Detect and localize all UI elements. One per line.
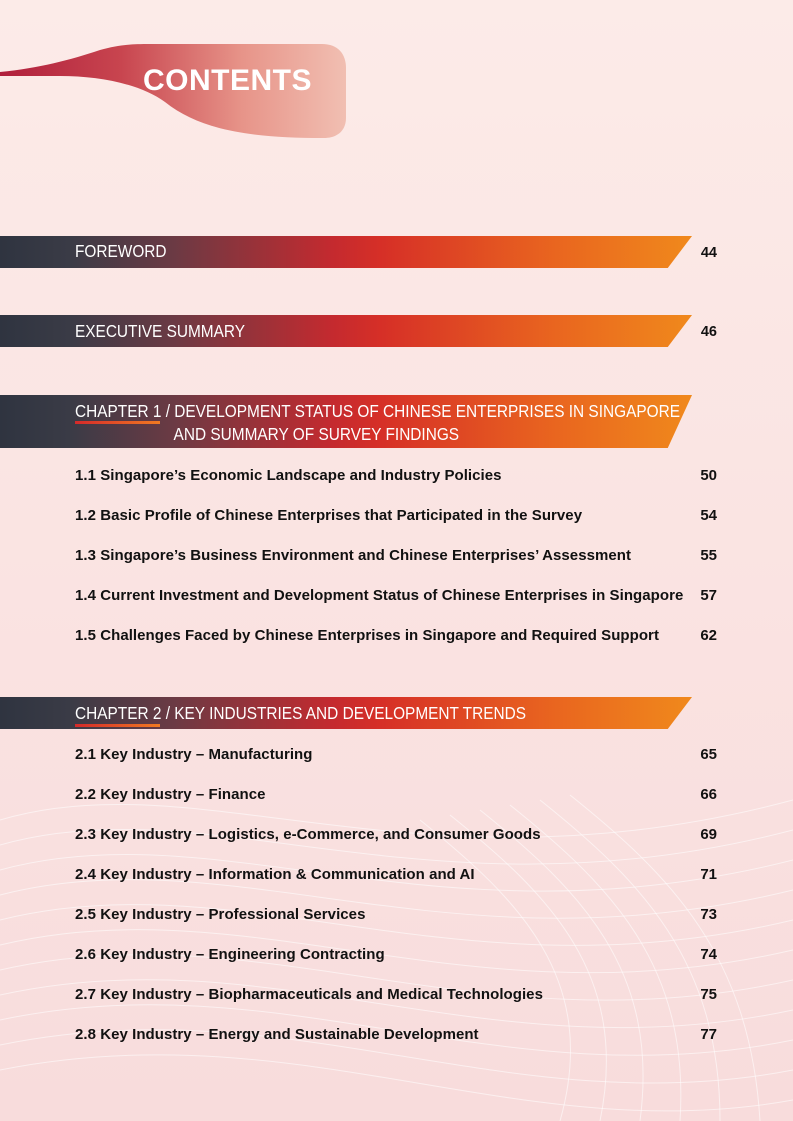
chapter-2-entry-7[interactable] [75,986,717,1006]
toc-entry-page-number: 69 [700,826,717,843]
chapter-2-entry-6[interactable] [75,946,717,966]
chapter-1-entry-5[interactable] [75,627,717,647]
page-title: CONTENTS [143,64,312,97]
foreword-label[interactable]: FOREWORD [75,241,167,261]
toc-entry-page-number: 65 [700,746,717,763]
toc-entry-label: 1.3 Singapore’s Business Environment and Chinese Enterprises’ Assessment [75,547,632,564]
toc-entry-label: 2.5 Key Industry – Professional Services [75,906,366,923]
toc-entry-page-number: 74 [700,946,717,963]
toc-entry-label: 2.3 Key Industry – Logistics, e-Commerce, and Consumer Goods [75,826,541,843]
chapter-1-title-line-1: CHAPTER 1 / DEVELOPMENT STATUS OF CHINESE ENTERPRISES IN SINGAPORE [75,401,680,421]
chapter-2-entry-4[interactable] [75,866,717,886]
chapter-1-entry-2[interactable] [75,507,717,527]
toc-entry-label: 1.4 Current Investment and Development Status of Chinese Enterprises in Singapore [75,587,684,604]
toc-entry-page-number: 77 [700,1026,717,1043]
chapter-2-entry-1[interactable] [75,746,717,766]
chapter-1-entry-4[interactable] [75,587,717,607]
toc-entry-label: 2.8 Key Industry – Energy and Sustainable Development [75,1026,479,1043]
toc-entry-label: 1.2 Basic Profile of Chinese Enterprises that Participated in the Survey [75,507,583,524]
chapter-2-underline [75,724,160,727]
chapter-2-entry-8[interactable] [75,1026,717,1046]
toc-entry-label: 2.1 Key Industry – Manufacturing [75,746,313,763]
chapter-1-entry-3[interactable] [75,547,717,567]
toc-entry-page-number: 62 [700,627,717,644]
toc-entry-label: 1.1 Singapore’s Economic Landscape and Industry Policies [75,467,502,484]
toc-entry-page-number: 73 [700,906,717,923]
toc-entry-label: 1.5 Challenges Faced by Chinese Enterprises in Singapore and Required Support [75,627,659,644]
toc-entry-label: 2.2 Key Industry – Finance [75,786,266,803]
foreword-page-number: 44 [700,245,717,261]
chapter-2-entry-5[interactable] [75,906,717,926]
toc-entry-label: 2.7 Key Industry – Biopharmaceuticals and Medical Technologies [75,986,543,1003]
chapter-2-title[interactable]: CHAPTER 2 / KEY INDUSTRIES AND DEVELOPMENT TRENDS [75,703,526,723]
executive-summary-label[interactable]: EXECUTIVE SUMMARY [75,321,246,341]
chapter-1-title[interactable] [75,400,680,446]
toc-entry-label: 2.6 Key Industry – Engineering Contracting [75,946,385,963]
chapter-1-title-line-2: AND SUMMARY OF SURVEY FINDINGS [173,424,460,444]
chapter-1-underline [75,421,160,424]
chapter-2-entry-2[interactable] [75,786,717,806]
toc-entry-page-number: 71 [700,866,717,883]
toc-entry-page-number: 50 [700,467,717,484]
toc-entry-page-number: 75 [700,986,717,1003]
toc-entry-page-number: 57 [700,587,717,604]
chapter-2-entry-3[interactable] [75,826,717,846]
toc-entry-page-number: 55 [700,547,717,564]
toc-entry-page-number: 54 [700,507,717,524]
toc-entry-label: 2.4 Key Industry – Information & Communication and AI [75,866,475,883]
chapter-1-entry-1[interactable] [75,467,717,487]
toc-entry-page-number: 66 [700,786,717,803]
executive-summary-page-number: 46 [700,324,717,340]
